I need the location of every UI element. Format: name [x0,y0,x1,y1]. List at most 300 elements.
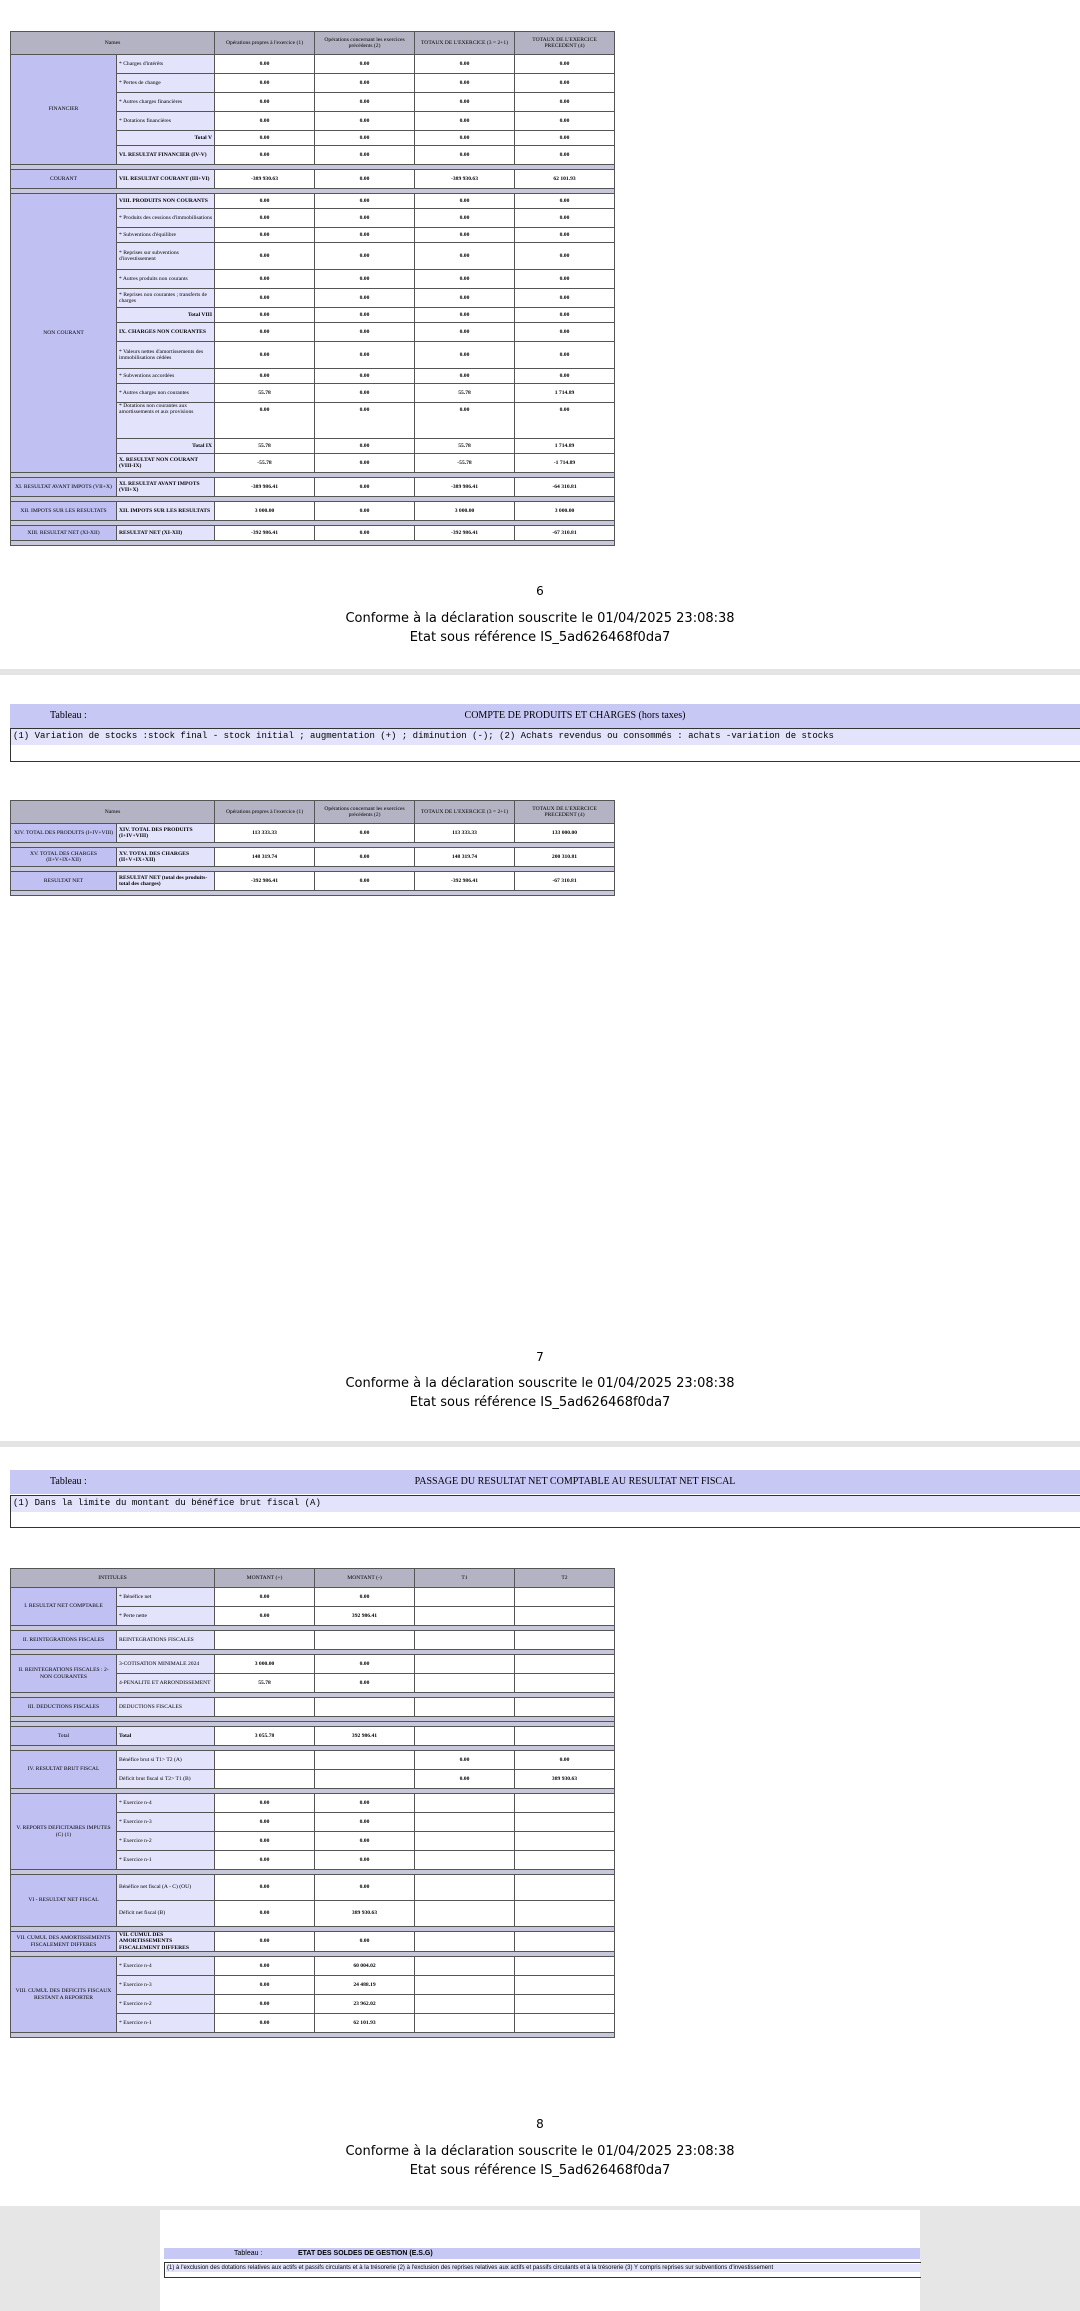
col-montant-plus: MONTANT (+) [215,1569,315,1588]
section-label: III. DEDUCTIONS FISCALES [11,1698,117,1717]
cell: 0.00 [315,1932,415,1952]
row-label: Total V [117,131,215,146]
cell: 0.00 [215,146,315,165]
cell [515,1674,615,1693]
cell: 113 333.33 [415,824,515,843]
section-label: II. REINTEGRATIONS FISCALES [11,1631,117,1650]
cell: 0.00 [515,369,615,384]
cell [515,1901,615,1927]
cell: 0.00 [515,131,615,146]
cell: 0.00 [215,403,315,439]
cell: 0.00 [415,131,515,146]
row-label: DEDUCTIONS FISCALES [117,1698,215,1717]
section-xii: XII. IMPOTS SUR LES RESULTATS [11,502,117,521]
cell: 0.00 [315,323,415,342]
table-row [11,1957,615,1976]
row-label: IX. CHARGES NON COURANTES [117,323,215,342]
row-label: * Exercice n-4 [117,1794,215,1813]
cell: 0.00 [515,308,615,323]
note-box [164,2262,921,2278]
cell: 0.00 [315,209,415,228]
cell [215,1770,315,1789]
cell: 392 986.41 [315,1607,415,1626]
table-row [11,1655,615,1674]
row-label: * Charges d'intérêts [117,55,215,74]
cell: -55.78 [215,454,315,473]
cell [415,1901,515,1927]
section-label: I. RESULTAT NET COMPTABLE [11,1588,117,1626]
cell: 0.00 [415,270,515,289]
table-title-bar [10,704,1080,728]
cell: 0.00 [315,243,415,270]
row-label: VII. CUMUL DES AMORTISSEMENTS FISCALEMENT DIFFERES [117,1932,215,1952]
cell: 0.00 [415,93,515,112]
cell [415,1655,515,1674]
row-label: REINTEGRATIONS FISCALES [117,1631,215,1650]
section-financier: FINANCIER [11,55,117,165]
cell: 148 319.74 [415,848,515,867]
row-label: * Exercice n-3 [117,1813,215,1832]
table-row [11,1631,615,1650]
next-page-preview [0,2206,1080,2311]
row-label: * Perte nette [117,1607,215,1626]
cell: 389 930.63 [515,1770,615,1789]
section-label: XIV. TOTAL DES PRODUITS (I+IV+VIII) [11,824,117,843]
cell: 0.00 [215,1995,315,2014]
row-label: * Reprises non courantes ; transferts de charges [117,289,215,308]
cell: 0.00 [315,131,415,146]
cell: 0.00 [315,55,415,74]
cell: 3 000.00 [515,502,615,521]
cell [415,1995,515,2014]
section-courant: COURANT [11,170,117,189]
cell [415,1932,515,1952]
cell: 0.00 [315,146,415,165]
col-4: TOTAUX DE L'EXERCICE PRECEDENT (4) [515,801,615,824]
cell: 0.00 [215,1851,315,1870]
cell: -389 986.41 [415,478,515,497]
cell: 0.00 [315,1674,415,1693]
cell: 0.00 [215,131,315,146]
table-header-row [11,1569,615,1588]
cell: 0.00 [315,194,415,209]
cell: 0.00 [515,209,615,228]
cell: 0.00 [415,342,515,369]
cell: 0.00 [315,478,415,497]
table-row [11,1751,615,1770]
footer-line-1: Conforme à la déclaration souscrite le 01/04/2025 23:08:38 [345,1376,735,1391]
page-footer [0,1374,1080,1412]
cell: 0.00 [315,308,415,323]
col-2: Opérations concernant les exercices précédents (2) [315,32,415,55]
cell: -67 310.81 [515,872,615,891]
cell: 0.00 [215,323,315,342]
cell: 3 000.00 [415,502,515,521]
row-label: XI. RESULTAT AVANT IMPOTS (VII+X) [117,478,215,497]
cell: 0.00 [315,170,415,189]
cell: 0.00 [315,1655,415,1674]
note-text: (1) à l'exclusion des dotations relatives aux actifs et passifs circulants et à la trésorerie (2) à l'exclusion des reprises relatives aux actifs et passifs circulants et à la trésorerie (3) Y compris reprises sur subventions d'investissement [166,2264,920,2272]
cell: 0.00 [415,308,515,323]
page-footer [0,2142,1080,2180]
cell: 0.00 [415,1751,515,1770]
cell: 0.00 [315,1813,415,1832]
cell: 0.00 [515,112,615,131]
row-label: Bénéfice brut si T1> T2 (A) [117,1751,215,1770]
cell: 3 000.00 [215,502,315,521]
row-label: Total [117,1727,215,1746]
row-label: * Exercice n-2 [117,1832,215,1851]
table-title-bar [10,1470,1080,1494]
cell: 0.00 [515,228,615,243]
table-row [11,1588,615,1607]
cell: 0.00 [215,1932,315,1952]
cell [415,1851,515,1870]
cell: 0.00 [315,1588,415,1607]
cell [415,1607,515,1626]
row-label: * Exercice n-4 [117,1957,215,1976]
cell: 1 714.89 [515,439,615,454]
cell: -389 930.63 [215,170,315,189]
page-footer [0,609,1080,647]
section-label: XV. TOTAL DES CHARGES (II+V+IX+XII) [11,848,117,867]
cell: 0.00 [315,848,415,867]
table-row [11,194,615,209]
table-page6 [10,31,615,546]
row-label: * Exercice n-3 [117,1976,215,1995]
table-row [11,526,615,541]
cell: 55.78 [215,384,315,403]
col-1: Opérations propres à l'exercice (1) [215,32,315,55]
cell: 0.00 [215,1588,315,1607]
cell: 0.00 [215,2014,315,2033]
cell: -392 986.41 [415,526,515,541]
cell: 0.00 [215,74,315,93]
cell [515,1851,615,1870]
col-names: Names [11,801,215,824]
cell [215,1698,315,1717]
cell: 23 962.02 [315,1995,415,2014]
section-label: Total [11,1727,117,1746]
row-label: 3-COTISATION MINIMALE 2024 [117,1655,215,1674]
page-number: 6 [536,584,544,598]
cell [515,1794,615,1813]
note-text: (1) Variation de stocks :stock final - stock initial ; augmentation (+) ; diminution (-); (2) Achats revendus ou consommés : achats -variation de stocks [11,729,1080,745]
footer-line-2: Etat sous référence IS_5ad626468f0da7 [409,2163,671,2178]
cell: 0.00 [415,289,515,308]
cell [515,1932,615,1952]
table-row [11,848,615,867]
section-label: V. REPORTS DEFICITAIRES IMPUTES (C) (1) [11,1794,117,1870]
page-number: 8 [536,2117,544,2131]
row-label: Déficit net fiscal (B) [117,1901,215,1927]
footer-line-1: Conforme à la déclaration souscrite le 01/04/2025 23:08:38 [345,2144,735,2159]
cell: 389 930.63 [315,1901,415,1927]
cell: 0.00 [215,194,315,209]
cell: 0.00 [215,369,315,384]
col-1: Opérations propres à l'exercice (1) [215,801,315,824]
cell [515,1813,615,1832]
tableau-label: Tableau : [234,2250,263,2257]
cell: 0.00 [315,342,415,369]
table-row [11,1727,615,1746]
row-label: * Subventions accordées [117,369,215,384]
table-row [11,824,615,843]
divider [11,2033,615,2038]
cell: 0.00 [515,243,615,270]
cell: 0.00 [415,1770,515,1789]
cell: 0.00 [215,209,315,228]
col-4: TOTAUX DE L'EXERCICE PRECEDENT (4) [515,32,615,55]
section-label: VI - RESULTAT NET FISCAL [11,1875,117,1927]
col-names: Names [11,32,215,55]
cell: 0.00 [215,1875,315,1901]
section-xiii: XIII. RESULTAT NET (XI-XII) [11,526,117,541]
cell: 148 319.74 [215,848,315,867]
note-box [10,728,1080,762]
cell: 0.00 [315,872,415,891]
cell: 0.00 [515,55,615,74]
cell: 0.00 [315,112,415,131]
cell: 55.78 [415,439,515,454]
cell: 0.00 [315,384,415,403]
row-label: Total VIII [117,308,215,323]
cell [415,1698,515,1717]
row-label: * Subventions d'équilibre [117,228,215,243]
cell: 3 000.00 [215,1655,315,1674]
table-row [11,872,615,891]
row-label: * Exercice n-1 [117,2014,215,2033]
cell: 62 101.93 [515,170,615,189]
note-text: (1) Dans la limite du montant du bénéfice brut fiscal (A) [11,1496,1080,1512]
table-row [11,1875,615,1901]
note-box [10,1495,1080,1528]
cell [515,1957,615,1976]
cell: 0.00 [215,243,315,270]
row-label: * Produits des cessions d'immobilisations [117,209,215,228]
row-label: Bénéfice net fiscal (A - C) (OU) [117,1875,215,1901]
cell: -67 310.81 [515,526,615,541]
row-label: XII. IMPOTS SUR LES RESULTATS [117,502,215,521]
cell [415,1813,515,1832]
table-header-row [11,32,615,55]
section-label: RESULTAT NET [11,872,117,891]
cell [515,1588,615,1607]
footer-line-1: Conforme à la déclaration souscrite le 01/04/2025 23:08:38 [345,611,735,626]
cell: 0.00 [315,1794,415,1813]
cell: 0.00 [215,1957,315,1976]
section-label: VII. CUMUL DES AMORTISSEMENTS FISCALEMENT DIFFERES [11,1932,117,1952]
cell: 3 055.78 [215,1727,315,1746]
cell: 0.00 [315,270,415,289]
cell: 0.00 [515,194,615,209]
section-xi: XI. RESULTAT AVANT IMPOTS (VII+X) [11,478,117,497]
cell: -389 930.63 [415,170,515,189]
cell [415,1631,515,1650]
cell [215,1751,315,1770]
cell: -64 310.81 [515,478,615,497]
cell: 0.00 [415,243,515,270]
col-t1: T1 [415,1569,515,1588]
cell: 0.00 [515,74,615,93]
cell [415,1674,515,1693]
cell: 0.00 [415,209,515,228]
table-row [11,170,615,189]
cell: 0.00 [215,270,315,289]
row-label: VII. RESULTAT COURANT (III+VI) [117,170,215,189]
cell: 0.00 [315,1851,415,1870]
cell: -392 986.41 [215,872,315,891]
cell [315,1770,415,1789]
cell [515,1727,615,1746]
cell: 62 101.93 [315,2014,415,2033]
col-t2: T2 [515,1569,615,1588]
cell: 0.00 [215,1832,315,1851]
cell: 0.00 [315,369,415,384]
page-separator [0,669,1080,675]
cell: 0.00 [515,93,615,112]
cell [515,1607,615,1626]
cell [515,1698,615,1717]
divider [11,541,615,546]
cell [315,1631,415,1650]
cell: 0.00 [415,228,515,243]
cell: 113 333.33 [215,824,315,843]
cell: 55.78 [215,439,315,454]
page-separator [0,1441,1080,1447]
cell: 0.00 [315,289,415,308]
cell: 55.78 [415,384,515,403]
row-label: * Dotations non courantes aux amortissements et aux provisions [117,403,215,439]
cell: 0.00 [315,93,415,112]
table-header-row [11,801,615,824]
col-2: Opérations concernant les exercices précédents (2) [315,801,415,824]
cell: -392 986.41 [215,526,315,541]
cell: -1 714.89 [515,454,615,473]
cell: 0.00 [515,1751,615,1770]
row-label: * Autres charges financières [117,93,215,112]
col-montant-minus: MONTANT (-) [315,1569,415,1588]
cell: 0.00 [515,342,615,369]
row-label: * Dotations financières [117,112,215,131]
col-intitules: INTITULES [11,1569,215,1588]
footer-line-2: Etat sous référence IS_5ad626468f0da7 [409,1395,671,1410]
cell [515,1995,615,2014]
row-label: * Reprises sur subventions d'investissement [117,243,215,270]
cell: 0.00 [315,228,415,243]
cell: 0.00 [315,1832,415,1851]
cell [415,1832,515,1851]
cell: 55.78 [215,1674,315,1693]
row-label: * Exercice n-1 [117,1851,215,1870]
cell: 0.00 [215,1901,315,1927]
table-row [11,1698,615,1717]
row-label: 4-PENALITE ET ARRONDISSEMENT [117,1674,215,1693]
cell: 0.00 [215,228,315,243]
cell: 0.00 [215,1794,315,1813]
row-label: * Exercice n-2 [117,1995,215,2014]
cell: 0.00 [315,1875,415,1901]
table-title: PASSAGE DU RESULTAT NET COMPTABLE AU RESULTAT NET FISCAL [414,1476,736,1487]
table-page7 [10,800,615,896]
cell: 0.00 [415,323,515,342]
col-3: TOTAUX DE L'EXERCICE (3 = 2+1) [415,32,515,55]
cell: 0.00 [315,74,415,93]
cell: 60 004.02 [315,1957,415,1976]
cell [415,2014,515,2033]
table-title-bar [164,2248,920,2259]
row-label: Déficit brut fiscal si T2> T1 (B) [117,1770,215,1789]
row-label: XV. TOTAL DES CHARGES (II+V+IX+XII) [117,848,215,867]
cell [415,1957,515,1976]
table-title: COMPTE DE PRODUITS ET CHARGES (hors taxes) [464,710,686,721]
row-label: RESULTAT NET (total des produits-total des charges) [117,872,215,891]
table-row [11,502,615,521]
cell [315,1751,415,1770]
cell: 133 000.00 [515,824,615,843]
cell: 0.00 [415,112,515,131]
row-label: VI. RESULTAT FINANCIER (IV-V) [117,146,215,165]
cell: 0.00 [315,824,415,843]
cell: 0.00 [315,439,415,454]
divider [11,891,615,896]
cell [415,1875,515,1901]
cell: 0.00 [215,93,315,112]
table-title: ETAT DES SOLDES DE GESTION (E.S.G) [298,2250,433,2257]
cell: 0.00 [215,1607,315,1626]
cell: 0.00 [515,146,615,165]
cell: 0.00 [215,1976,315,1995]
cell [515,1655,615,1674]
page-number: 7 [536,1350,544,1364]
cell: 0.00 [515,403,615,439]
cell: 0.00 [215,342,315,369]
cell [515,1976,615,1995]
cell: 0.00 [315,502,415,521]
cell: 0.00 [515,270,615,289]
row-label: XIV. TOTAL DES PRODUITS (I+IV+VIII) [117,824,215,843]
table-row [11,1932,615,1952]
table-row [11,478,615,497]
cell [315,1698,415,1717]
footer-line-2: Etat sous référence IS_5ad626468f0da7 [409,630,671,645]
cell: 0.00 [415,146,515,165]
cell: 200 310.81 [515,848,615,867]
cell: 0.00 [215,112,315,131]
cell: -55.78 [415,454,515,473]
cell: 392 986.41 [315,1727,415,1746]
section-non-courant: NON COURANT [11,194,117,473]
cell: 0.00 [315,454,415,473]
row-label: RESULTAT NET (XI-XII) [117,526,215,541]
cell: 0.00 [415,369,515,384]
tableau-label: Tableau : [50,1476,87,1487]
cell [515,1631,615,1650]
col-3: TOTAUX DE L'EXERCICE (3 = 2+1) [415,801,515,824]
cell: -392 986.41 [415,872,515,891]
cell: 0.00 [515,289,615,308]
cell [515,2014,615,2033]
section-label: VIII. CUMUL DES DEFICITS FISCAUX RESTANT A REPORTER [11,1957,117,2033]
row-label: * Autres charges non courantes [117,384,215,403]
row-label: Total IX [117,439,215,454]
cell: 0.00 [415,403,515,439]
cell [215,1631,315,1650]
cell: 0.00 [415,74,515,93]
section-label: II. REINTEGRATIONS FISCALES : 2- NON COURANTES [11,1655,117,1693]
row-label: * Bénéfice net [117,1588,215,1607]
cell [415,1976,515,1995]
